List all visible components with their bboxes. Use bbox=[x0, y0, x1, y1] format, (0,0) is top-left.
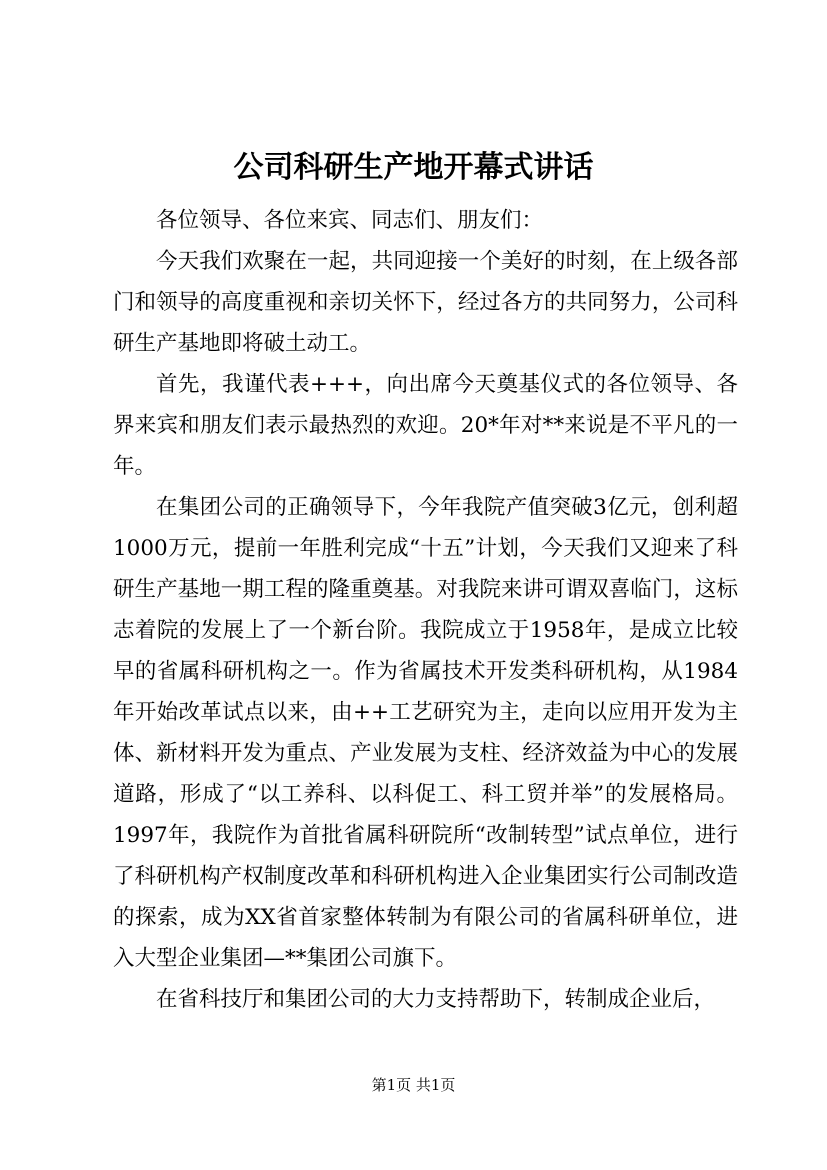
paragraph-4: 在省科技厅和集团公司的大力支持帮助下，转制成企业后， bbox=[156, 987, 716, 1012]
paragraph-1: 今天我们欢聚在一起，共同迎接一个美好的时刻，在上级各部门和领导的高度重视和亲切关怀下，经过各方的共同努力，公司科研生产基地即将破土动工。 bbox=[113, 249, 738, 356]
document-title: 公司科研生产地开幕式讲话 bbox=[233, 150, 594, 185]
paragraph-3: 在集团公司的正确领导下，今年我院产值突破3亿元，创利超1000万元，提前一年胜利完成“十五”计划，今天我们又迎来了科研生产基地一期工程的隆重奠基。对我院来讲可谓双喜临门，这标志着院的发展上了一个新台阶。我院成立于1958年，是成立比较早的省属科研机构之一。作为省属技术开发类科研机构，从1984年开始改革试点以来，由++工艺研究为主，走向以应用开发为主体、新材料开发为重点、产业发展为支柱、经济效益为中心的发展道路，形成了“以工养科、以科促工、科工贸并举”的发展格局。1997年，我院作为首批省属科研院所“改制转型”试点单位，进行了科研机构产权制度改革和科研机构进入企业集团实行公司制改造的探索，成为XX省首家整体转制为有限公司的省属科研单位，进入大型企业集团—**集团公司旗下。 bbox=[113, 495, 738, 971]
document-body bbox=[113, 200, 738, 1020]
page-number-footer: 第1页 共1页 bbox=[371, 1076, 456, 1094]
paragraph-2: 首先，我谨代表+++，向出席今天奠基仪式的各位领导、各界来宾和朋友们表示最热烈的欢迎。20*年对**来说是不平凡的一年。 bbox=[113, 372, 738, 479]
paragraph-salutation: 各位领导、各位来宾、同志们、朋友们： bbox=[156, 208, 544, 233]
